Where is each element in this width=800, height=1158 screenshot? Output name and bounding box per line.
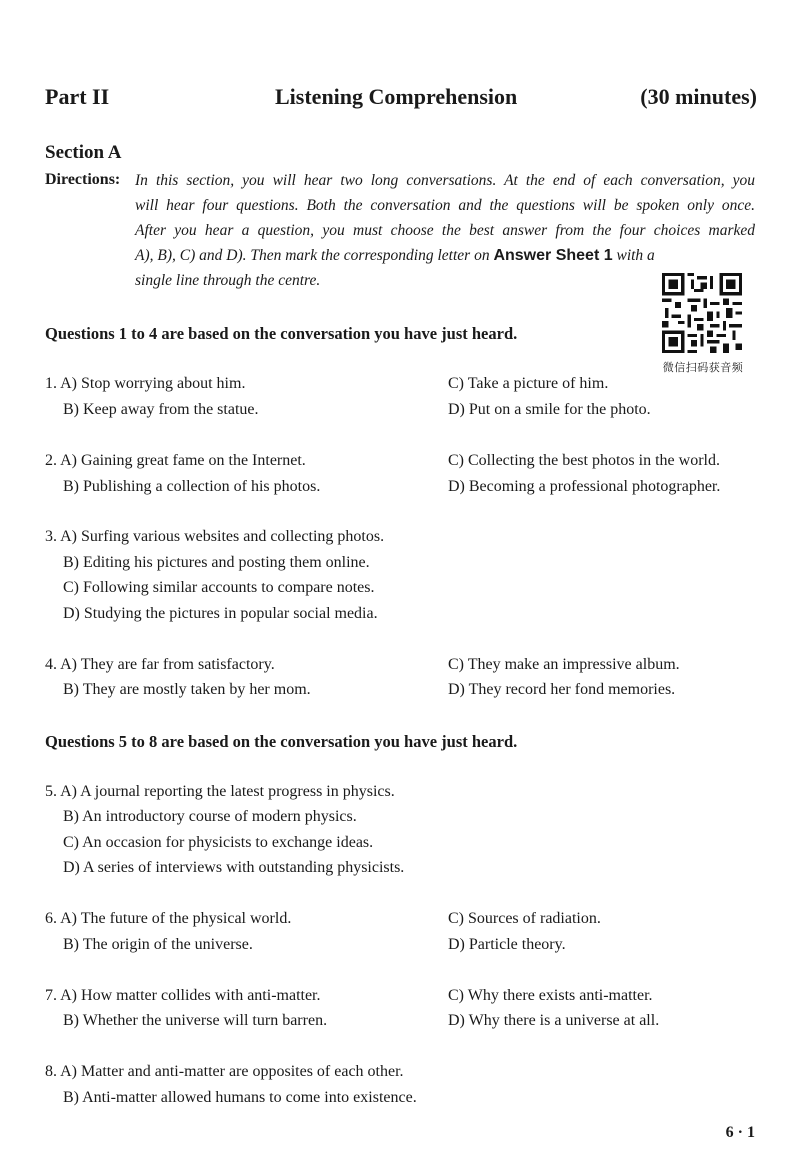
directions-line: In this section, you will hear two long conversations. At the end of each conversation, you xyxy=(135,172,755,189)
question-7-option-b: B) Whether the universe will turn barren. xyxy=(63,1012,328,1029)
question-2-option-c: C) Collecting the best photos in the world. xyxy=(448,452,720,469)
question-3-option-d: D) Studying the pictures in popular social media. xyxy=(63,605,378,622)
question-4-option-b: B) They are mostly taken by her mom. xyxy=(63,681,311,698)
qr-caption: 微信扫码获音频 xyxy=(662,361,744,374)
question-4-option-a xyxy=(45,656,275,674)
question-number: 3. xyxy=(45,528,57,545)
question-7-option-a xyxy=(45,987,321,1005)
question-4-option-d: D) They record her fond memories. xyxy=(448,681,676,698)
question-5-option-a xyxy=(45,783,395,801)
part-title: Listening Comprehension xyxy=(275,84,518,109)
question-3-option-a xyxy=(45,528,384,546)
question-1-option-d: D) Put on a smile for the photo. xyxy=(448,401,651,418)
question-5-option-c: C) An occasion for physicists to exchange ideas. xyxy=(63,834,374,851)
question-number: 2. xyxy=(45,452,57,469)
question-3-option-c: C) Following similar accounts to compare notes. xyxy=(63,579,375,596)
question-number: 7. xyxy=(45,987,57,1004)
question-number: 4. xyxy=(45,656,57,673)
option-text: A) How matter collides with anti-matter. xyxy=(60,987,321,1004)
time-limit: (30 minutes) xyxy=(640,84,757,109)
group-heading: Questions 5 to 8 are based on the conversation you have just heard. xyxy=(45,732,518,751)
part-label: Part II xyxy=(45,84,110,109)
answer-sheet-label: Answer Sheet 1 xyxy=(493,247,613,264)
option-text: A) Stop worrying about him. xyxy=(60,375,246,392)
option-text: A) The future of the physical world. xyxy=(60,910,292,927)
question-7-option-c: C) Why there exists anti-matter. xyxy=(448,987,653,1004)
question-2-option-d: D) Becoming a professional photographer. xyxy=(448,478,721,495)
question-1-option-c: C) Take a picture of him. xyxy=(448,375,609,392)
part-header xyxy=(45,84,757,116)
question-8-option-a xyxy=(45,1063,404,1081)
question-5-option-b: B) An introductory course of modern physics. xyxy=(63,808,357,825)
question-5-option-d: D) A series of interviews with outstanding physicists. xyxy=(63,859,405,876)
directions-line xyxy=(135,247,755,265)
option-text: A) Gaining great fame on the Internet. xyxy=(60,452,306,469)
question-2-option-b: B) Publishing a collection of his photos. xyxy=(63,478,321,495)
question-3-option-b: B) Editing his pictures and posting them online. xyxy=(63,554,370,571)
qr-code-icon[interactable] xyxy=(662,273,742,353)
question-7-option-d: D) Why there is a universe at all. xyxy=(448,1012,660,1029)
qr-code-block xyxy=(655,273,751,375)
question-6-option-a xyxy=(45,910,291,928)
question-1-option-b: B) Keep away from the statue. xyxy=(63,401,259,418)
question-6-option-b: B) The origin of the universe. xyxy=(63,936,253,953)
question-1-option-a xyxy=(45,375,245,393)
question-6-option-d: D) Particle theory. xyxy=(448,936,566,953)
page-number: 6 · 1 xyxy=(725,1124,755,1141)
directions-line-part: A), B), C) and D). Then mark the corresponding letter on xyxy=(135,247,490,264)
section-title: Section A xyxy=(45,142,122,163)
option-text: A) Surfing various websites and collecting photos. xyxy=(60,528,385,545)
directions-line: After you hear a question, you must choose the best answer from the four choices marked xyxy=(135,222,755,239)
option-text: A) Matter and anti-matter are opposites of each other. xyxy=(60,1063,404,1080)
question-4-option-c: C) They make an impressive album. xyxy=(448,656,680,673)
question-number: 8. xyxy=(45,1063,57,1080)
question-6-option-c: C) Sources of radiation. xyxy=(448,910,601,927)
question-8-option-b: B) Anti-matter allowed humans to come into existence. xyxy=(63,1089,417,1106)
group-heading: Questions 1 to 4 are based on the conversation you have just heard. xyxy=(45,324,518,343)
option-text: A) A journal reporting the latest progress in physics. xyxy=(60,783,395,800)
option-text: A) They are far from satisfactory. xyxy=(60,656,275,673)
directions-line: single line through the centre. xyxy=(135,272,321,289)
question-2-option-a xyxy=(45,452,306,470)
directions-label: Directions: xyxy=(45,171,121,188)
question-number: 6. xyxy=(45,910,57,927)
question-number: 5. xyxy=(45,783,57,800)
question-number: 1. xyxy=(45,375,57,392)
directions-line: will hear four questions. Both the conversation and the questions will be spoken only once. xyxy=(135,197,755,214)
directions-line-part: with a xyxy=(616,247,655,264)
